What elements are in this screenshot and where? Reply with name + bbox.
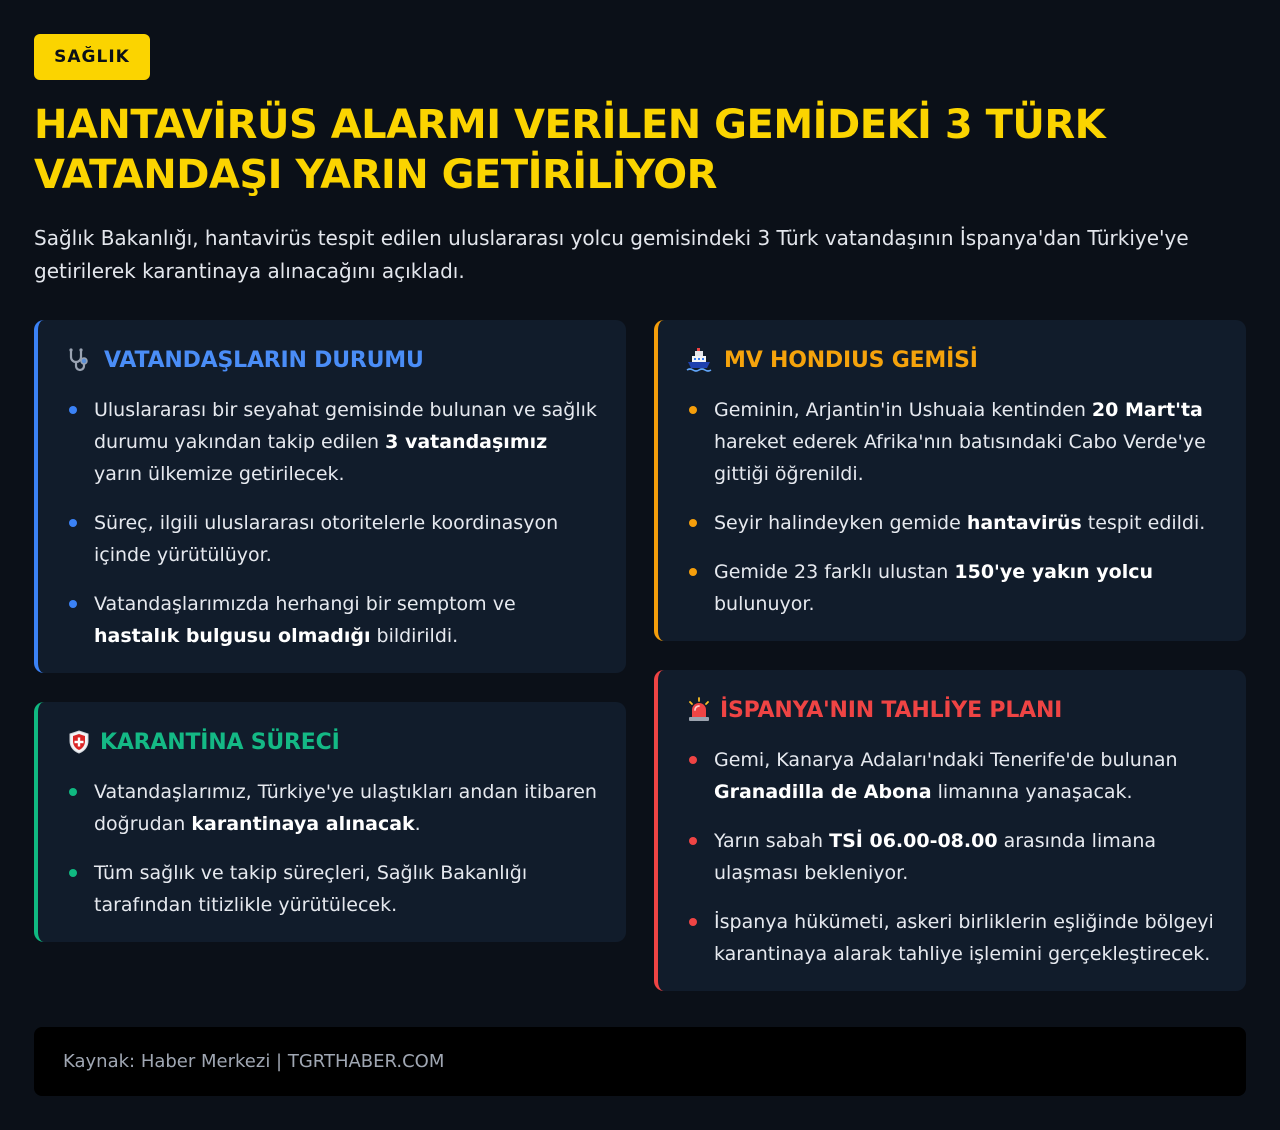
list-item [686, 825, 1220, 889]
text: Gemide 23 farklı ulustan [714, 561, 955, 583]
bold-text: 3 vatandaşımız [385, 431, 548, 453]
card-ship [654, 320, 1246, 641]
bold-text: TSİ 06.00-08.00 [829, 830, 998, 852]
text: Vatandaşlarımız, Türkiye'ye ulaştıkları andan itibaren doğrudan [94, 781, 597, 835]
text: Gemi, Kanarya Adaları'ndaki Tenerife'de bulunan [714, 749, 1178, 771]
list-item [66, 507, 600, 571]
list-item [686, 556, 1220, 620]
card-title: İSPANYA'NIN TAHLİYE PLANI [720, 697, 1063, 723]
shield-icon [66, 729, 92, 755]
headline: HANTAVİRÜS ALARMI VERİLEN GEMİDEKİ 3 TÜRK VATANDAŞI YARIN GETİRİLİYOR [34, 102, 1106, 198]
bold-text: hantavirüs [966, 512, 1082, 534]
card-evacuation [654, 670, 1246, 991]
bullet-list [686, 394, 1220, 620]
text: arasında limana ulaşması bekleniyor. [714, 830, 1157, 884]
source-footer [34, 1027, 1246, 1096]
card-title: KARANTİNA SÜRECİ [100, 729, 340, 755]
lead-paragraph: Sağlık Bakanlığı, hantavirüs tespit edilen uluslararası yolcu gemisindeki 3 Türk vatandaşının İspanya'dan Türkiye'ye getirilerek karantinaya alınacağını açıkladı. [34, 226, 1189, 283]
text: İspanya hükümeti, askeri birliklerin eşliğinde bölgeyi karantinaya alarak tahliye işlemini gerçekleştirecek. [714, 911, 1214, 965]
list-item [66, 394, 600, 490]
card-quarantine [34, 702, 626, 942]
text: Süreç, ilgili uluslararası otoritelerle koordinasyon içinde yürütülüyor. [94, 512, 559, 566]
list-item [66, 588, 600, 652]
stethoscope-icon [66, 347, 92, 373]
text: tespit edildi. [1081, 512, 1206, 534]
text: yarın ülkemize getirilecek. [94, 463, 345, 485]
card-title: MV HONDIUS GEMİSİ [724, 347, 978, 373]
card-citizens-status [34, 320, 626, 673]
list-item [66, 776, 600, 840]
text: hareket ederek Afrika'nın batısındaki Cabo Verde'ye gittiği öğrenildi. [714, 431, 1206, 485]
bullet-list [66, 776, 600, 921]
list-item [66, 857, 600, 921]
source-text: Kaynak: Haber Merkezi | TGRTHABER.COM [63, 1051, 445, 1072]
text: bildirildi. [370, 625, 459, 647]
text: limanına yanaşacak. [931, 781, 1133, 803]
bullet-list [66, 394, 600, 652]
text: Tüm sağlık ve takip süreçleri, Sağlık Bakanlığı tarafından titizlikle yürütülecek. [94, 862, 528, 916]
bold-text: karantinaya alınacak [191, 813, 415, 835]
text: bulunuyor. [714, 593, 815, 615]
bold-text: 150'ye yakın yolcu [954, 561, 1153, 583]
bullet-list [686, 744, 1220, 970]
ship-icon [686, 347, 712, 373]
list-item [686, 394, 1220, 490]
bold-text: Granadilla de Abona [714, 781, 932, 803]
list-item [686, 906, 1220, 970]
text: Uluslararası bir seyahat gemisinde bulunan ve sağlık durumu yakından takip edilen [94, 399, 597, 453]
category-badge: SAĞLIK [34, 34, 150, 80]
text: Vatandaşlarımızda herhangi bir semptom ve [94, 593, 516, 615]
list-item [686, 744, 1220, 808]
text: Yarın sabah [714, 830, 830, 852]
text: Geminin, Arjantin'in Ushuaia kentinden [714, 399, 1092, 421]
text: . [414, 813, 421, 835]
list-item [686, 507, 1220, 539]
text: Seyir halindeyken gemide [714, 512, 967, 534]
bold-text: 20 Mart'ta [1091, 399, 1203, 421]
bold-text: hastalık bulgusu olmadığı [94, 625, 371, 647]
card-title: VATANDAŞLARIN DURUMU [104, 347, 424, 373]
siren-icon [686, 697, 712, 723]
